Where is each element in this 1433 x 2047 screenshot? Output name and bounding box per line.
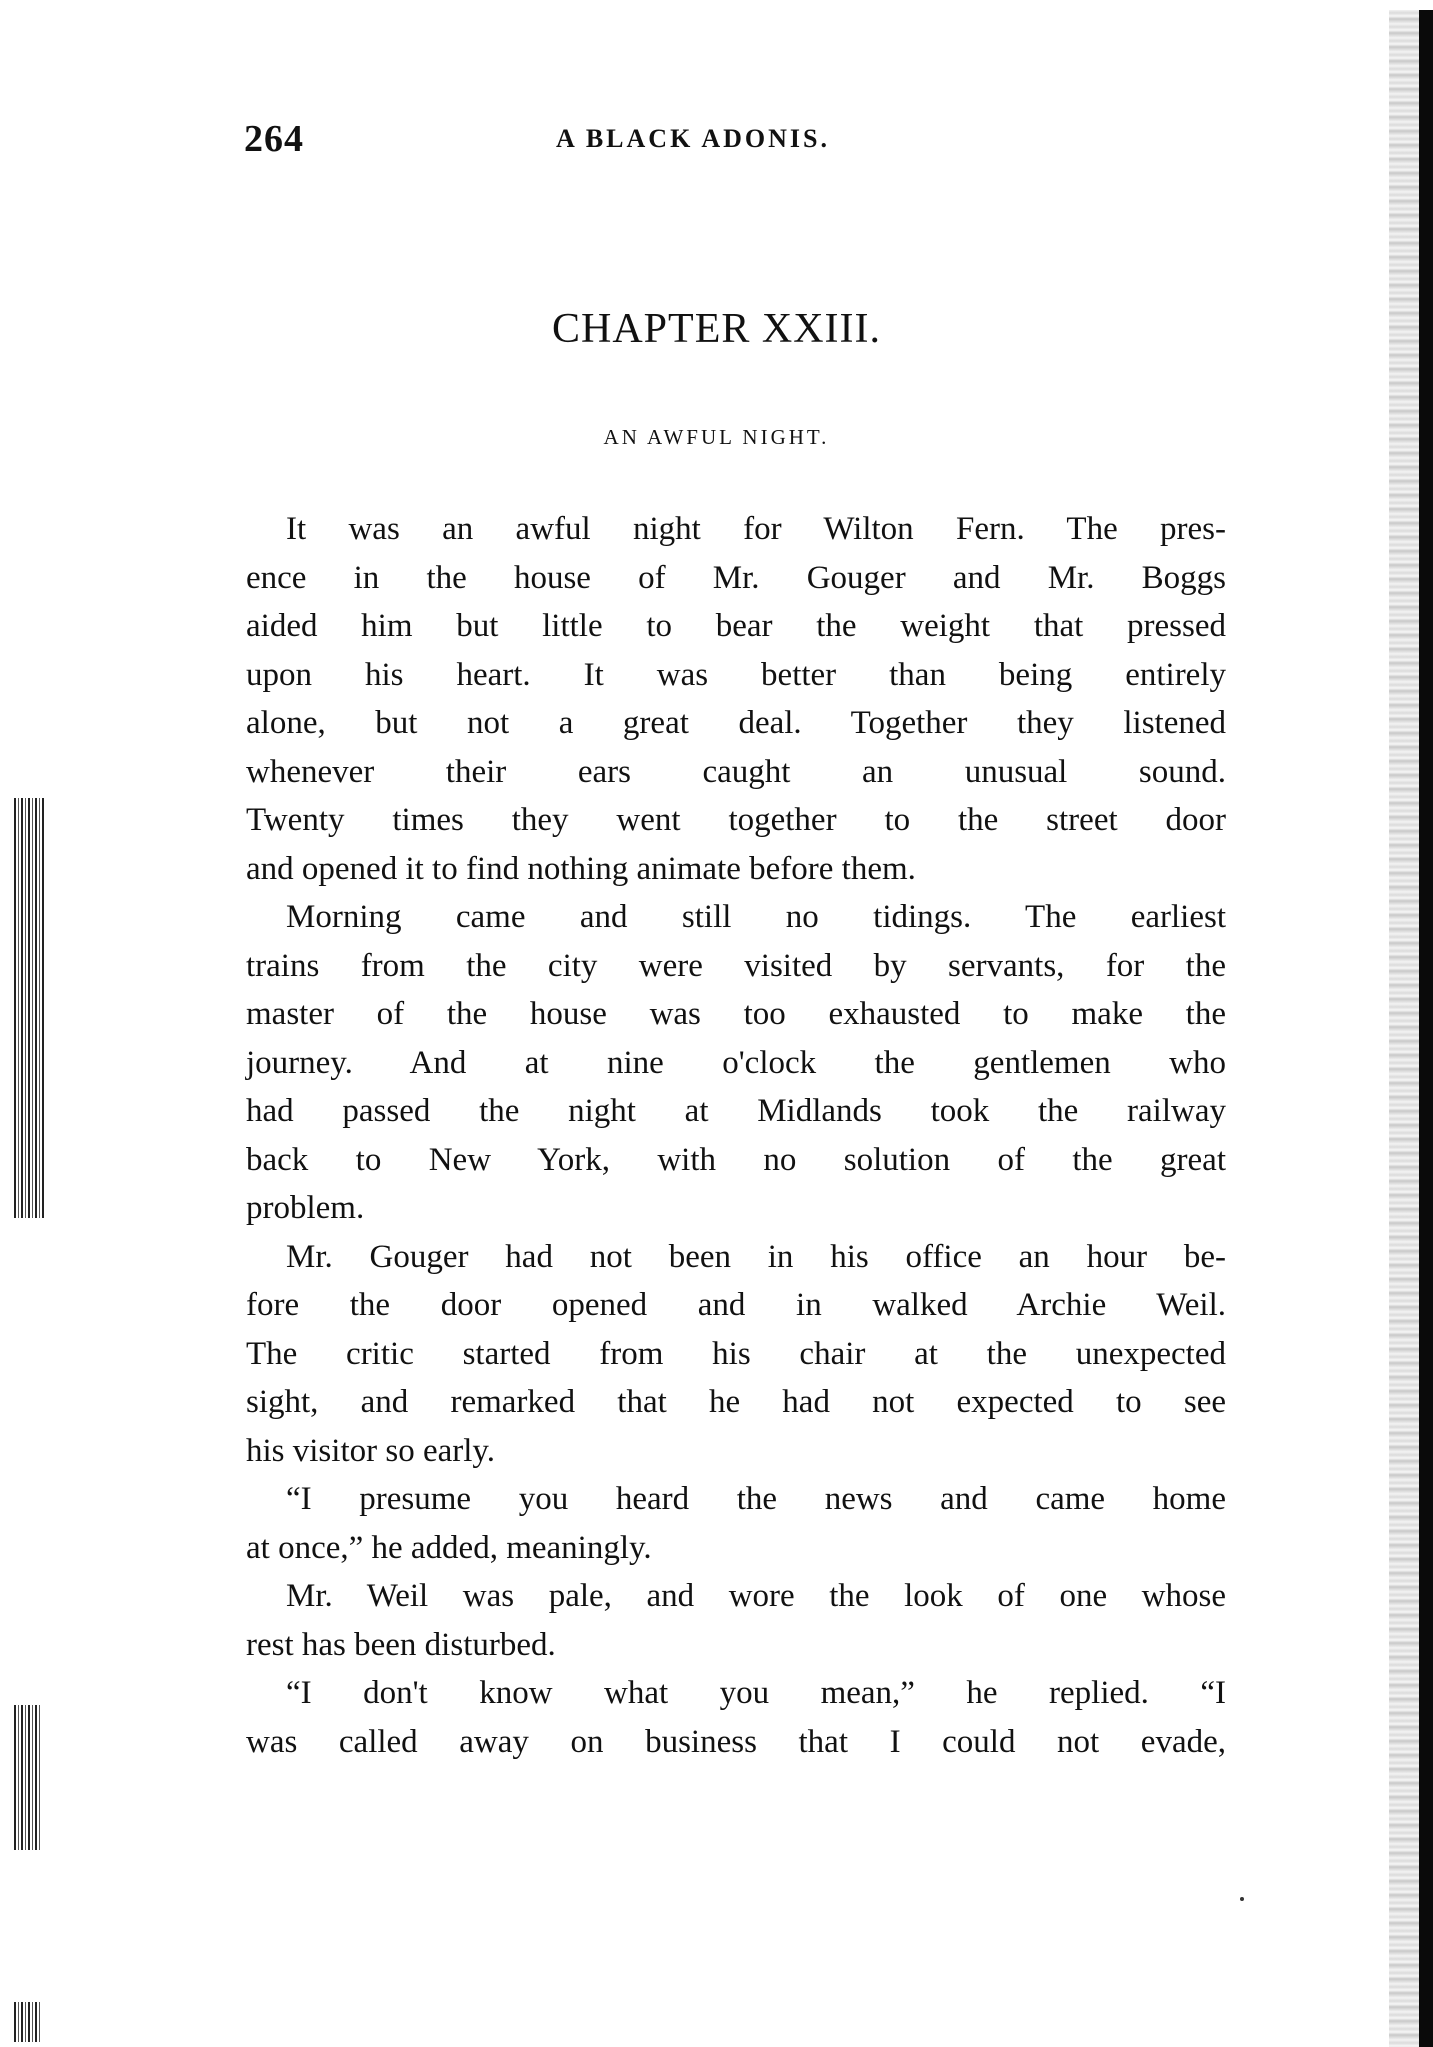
scan-artifact <box>14 1705 42 1850</box>
text-line: upon his heart. It was better than being entirely <box>246 656 1226 693</box>
text-line: back to New York, with no solution of the great <box>246 1141 1226 1178</box>
page-number: 264 <box>244 118 304 160</box>
text-line: and opened it to find nothing animate before them. <box>246 850 916 887</box>
text-line: was called away on business that I could not evade, <box>246 1723 1226 1760</box>
text-line: his visitor so early. <box>246 1432 495 1469</box>
text-line: “I presume you heard the news and came home <box>286 1481 1226 1517</box>
text-line: fore the door opened and in walked Archie Weil. <box>246 1287 1226 1323</box>
text-line: sight, and remarked that he had not expected to see <box>246 1384 1226 1420</box>
text-line: Twenty times they went together to the street door <box>246 802 1226 838</box>
scan-speck <box>1240 1897 1244 1901</box>
text-line: “I don't know what you mean,” he replied. “I <box>286 1675 1226 1711</box>
scan-artifact <box>14 798 44 1218</box>
text-line: master of the house was too exhausted to make the <box>246 996 1226 1032</box>
text-line: trains from the city were visited by servants, for the <box>246 947 1226 984</box>
text-line: had passed the night at Midlands took the railway <box>246 1093 1226 1129</box>
text-line: Mr. Gouger had not been in his office an hour be- <box>286 1238 1226 1275</box>
text-line: Mr. Weil was pale, and wore the look of one whose <box>286 1578 1226 1614</box>
text-line: whenever their ears caught an unusual sound. <box>246 753 1226 790</box>
running-title: A BLACK ADONIS. <box>556 124 830 153</box>
text-line: journey. And at nine o'clock the gentlemen who <box>246 1044 1226 1081</box>
text-line: ence in the house of Mr. Gouger and Mr. Boggs <box>246 559 1226 596</box>
text-line: alone, but not a great deal. Together they listened <box>246 705 1226 741</box>
scan-artifact <box>14 2002 40 2042</box>
text-line: It was an awful night for Wilton Fern. The pres- <box>286 511 1226 547</box>
body-text <box>246 505 1226 1766</box>
text-line: Morning came and still no tidings. The earliest <box>286 899 1226 935</box>
text-line: at once,” he added, meaningly. <box>246 1529 652 1566</box>
text-line: problem. <box>246 1190 365 1226</box>
chapter-heading: CHAPTER XXIII. <box>552 306 881 352</box>
text-line: The critic started from his chair at the unexpected <box>246 1335 1226 1372</box>
text-line: rest has been disturbed. <box>246 1626 556 1663</box>
chapter-subtitle: AN AWFUL NIGHT. <box>603 425 830 449</box>
text-line: aided him but little to bear the weight that pressed <box>246 608 1226 644</box>
